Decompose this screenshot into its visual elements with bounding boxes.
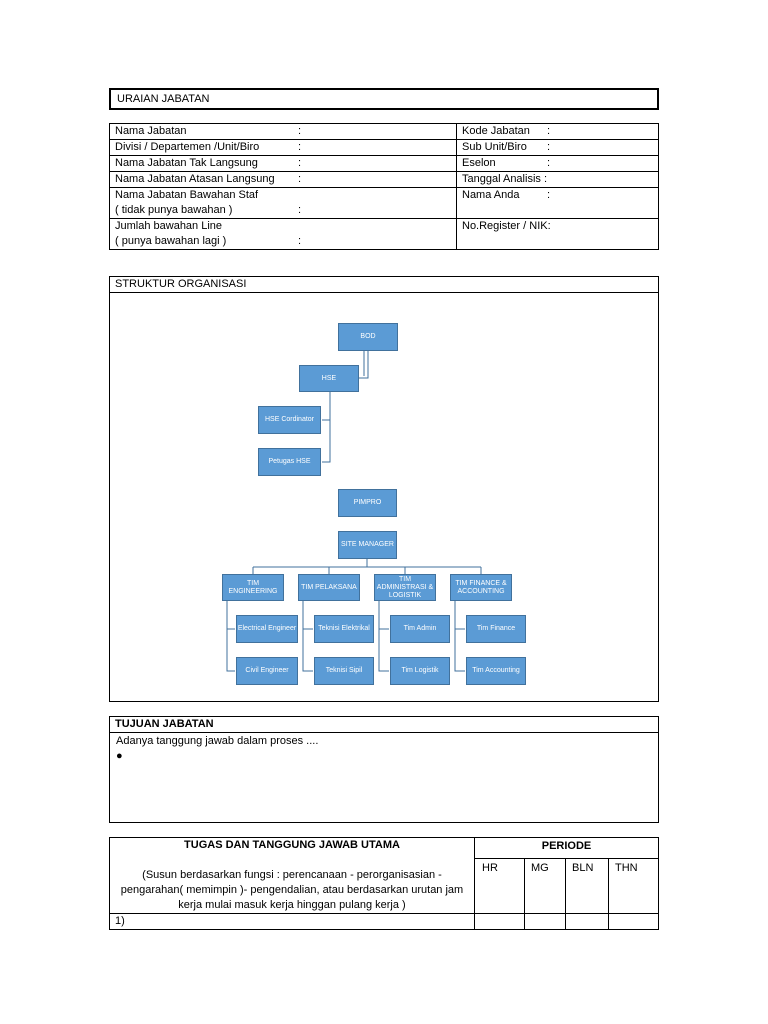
- periode-cell-bln: [566, 914, 609, 930]
- org-node-tim-admin: Tim Admin: [390, 615, 450, 643]
- info-cell-right-2: Eselon :: [457, 156, 659, 172]
- info-cell-left-2: Nama Jabatan Tak Langsung :: [110, 156, 457, 172]
- periode-col-thn: THN: [609, 858, 659, 913]
- tugas-title: TUGAS DAN TANGGUNG JAWAB UTAMA: [184, 839, 400, 851]
- tugas-row-1: 1): [110, 914, 475, 930]
- org-node-tim-accounting: Tim Accounting: [466, 657, 526, 685]
- org-node-teknisi-sipil: Teknisi Sipil: [314, 657, 374, 685]
- tujuan-jabatan-title: TUJUAN JABATAN: [115, 718, 214, 730]
- info-cell-right-3: Tanggal Analisis :: [457, 172, 659, 188]
- org-node-electrical-engineer: Electrical Engineer: [236, 615, 298, 643]
- info-cell-right-0: Kode Jabatan :: [457, 124, 659, 140]
- info-cell-left-5: Jumlah bawahan Line ( punya bawahan lagi ) :: [110, 219, 457, 250]
- periode-col-mg: MG: [525, 858, 566, 913]
- org-node-petugas-hse: Petugas HSE: [258, 448, 321, 476]
- tujuan-jabatan-title-bar: [110, 717, 658, 733]
- periode-cell-thn: [609, 914, 659, 930]
- document-title: URAIAN JABATAN: [117, 93, 210, 105]
- org-node-tim-engineering: TIM ENGINEERING: [222, 574, 284, 601]
- periode-cell-mg: [525, 914, 566, 930]
- tujuan-jabatan-text: Adanya tanggung jawab dalam proses ....: [116, 735, 319, 747]
- info-cell-right-5: No.Register / NIK:: [457, 219, 659, 250]
- info-cell-left-3: Nama Jabatan Atasan Langsung :: [110, 172, 457, 188]
- org-node-teknisi-elektrikal: Teknisi Elektrikal: [314, 615, 374, 643]
- org-node-tim-pelaksana: TIM PELAKSANA: [298, 574, 360, 601]
- tugas-table: [109, 837, 659, 930]
- periode-col-hr: HR: [475, 858, 525, 913]
- tugas-description: (Susun berdasarkan fungsi : perencanaan - perorganisasian - pengarahan( memimpin )- pengendalian, atau berdasarkan urutan jam kerja mulai masuk kerja hinggan pulang kerja ): [120, 869, 464, 911]
- org-node-tim-finance: Tim Finance: [466, 615, 526, 643]
- tujuan-jabatan-box: [109, 716, 659, 823]
- org-node-bod: BOD: [338, 323, 398, 351]
- org-structure-box: [109, 276, 659, 702]
- org-node-tim-logistik: Tim Logistik: [390, 657, 450, 685]
- org-node-tim-admin-logistik: TIM ADMINISTRASI & LOGISTIK: [374, 574, 436, 601]
- tujuan-bullet: ●: [116, 750, 123, 762]
- job-info-table: [109, 123, 659, 250]
- info-cell-left-0: Nama Jabatan :: [110, 124, 457, 140]
- info-cell-left-4: Nama Jabatan Bawahan Staf ( tidak punya bawahan ) :: [110, 188, 457, 219]
- org-node-civil-engineer: Civil Engineer: [236, 657, 298, 685]
- org-structure-title: STRUKTUR ORGANISASI: [115, 278, 247, 290]
- org-node-site-manager: SITE MANAGER: [338, 531, 397, 559]
- org-node-hse: HSE: [299, 365, 359, 392]
- periode-col-bln: BLN: [566, 858, 609, 913]
- org-node-hse-coordinator: HSE Cordinator: [258, 406, 321, 434]
- document-title-box: [109, 88, 659, 110]
- periode-cell-hr: [475, 914, 525, 930]
- tugas-header-cell: [110, 838, 475, 914]
- info-cell-left-1: Divisi / Departemen /Unit/Biro :: [110, 140, 457, 156]
- info-cell-right-1: Sub Unit/Biro :: [457, 140, 659, 156]
- org-node-tim-finance-accounting: TIM FINANCE & ACCOUNTING: [450, 574, 512, 601]
- org-node-pimpro: PIMPRO: [338, 489, 397, 517]
- info-cell-right-4: Nama Anda :: [457, 188, 659, 219]
- periode-header: PERIODE: [475, 838, 659, 859]
